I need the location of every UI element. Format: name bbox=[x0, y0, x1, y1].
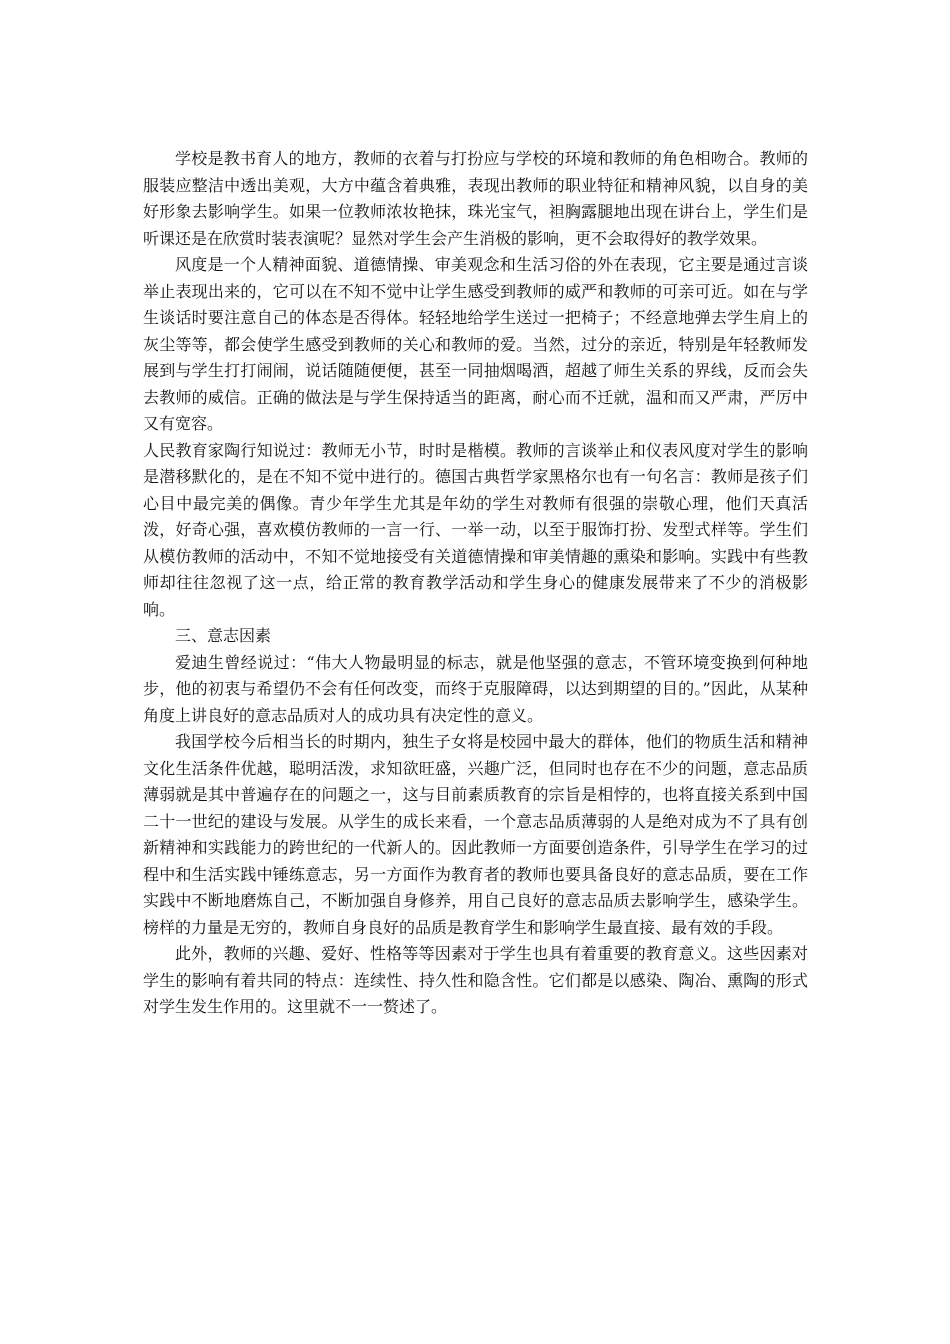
paragraph-role-model: 人民教育家陶行知说过：教师无小节，时时是楷模。教师的言谈举止和仪表风度对学生的影响是潜移默化的，是在不知不觉中进行的。德国古典哲学家黑格尔也有一句名言：教师是孩子们心目中最完美的偶像。青少年学生尤其是年幼的学生对教师有很强的崇敬心理，他们天真活泼，好奇心强，喜欢模仿教师的一言一行、一举一动，以至于服饰打扮、发型式样等。学生们从模仿教师的活动中，不知不觉地接受有关道德情操和审美情趣的熏染和影响。实践中有些教师却往往忽视了这一点，给正常的教育教学活动和学生身心的健康发展带来了不少的消极影响。 bbox=[143, 440, 808, 619]
paragraph-edison-quote: 爱迪生曾经说过：“伟大人物最明显的标志，就是他坚强的意志，不管环境变换到何种地步，他的初衷与希望仍不会有任何改变，而终于克服障碍，以达到期望的目的。”因此，从某种角度上讲良好的意志品质对人的成功具有决定性的意义。 bbox=[143, 652, 808, 725]
paragraph-demeanor: 风度是一个人精神面貌、道德情操、审美观念和生活习俗的外在表现，它主要是通过言谈举止表现出来的，它可以在不知不觉中让学生感受到教师的威严和教师的可亲可近。如在与学生谈话时要注意自己的体态是否得体。轻轻地给学生送过一把椅子；不经意地弹去学生肩上的灰尘等等，都会使学生感受到教师的关心和教师的爱。当然，过分的亲近，特别是年轻教师发展到与学生打打闹闹，说话随随便便，甚至一同抽烟喝酒，超越了师生关系的界线，反而会失去教师的威信。正确的做法是与学生保持适当的距离，耐心而不迁就，温和而又严肃，严厉中又有宽容。 bbox=[143, 255, 808, 433]
document-body bbox=[143, 146, 808, 1021]
paragraph-only-children: 我国学校今后相当长的时期内，独生子女将是校园中最大的群体，他们的物质生活和精神文化生活条件优越，聪明活泼，求知欲旺盛，兴趣广泛，但同时也存在不少的问题，意志品质薄弱就是其中普遍存在的问题之一，这与目前素质教育的宗旨是相悖的，也将直接关系到中国二十一世纪的建设与发展。从学生的成长来看，一个意志品质薄弱的人是绝对成为不了具有创新精神和实践能力的跨世纪的一代新人的。因此教师一方面要创造条件，引导学生在学习的过程中和生活实践中锤练意志，另一方面作为教育者的教师也要具备良好的意志品质，要在工作实践中不断地磨炼自己，不断加强自身修养，用自己良好的意志品质去影响学生，感染学生。榜样的力量是无穷的，教师自身良好的品质是教育学生和影响学生最直接、最有效的手段。 bbox=[143, 732, 808, 937]
paragraph-other-factors: 此外，教师的兴趣、爱好、性格等等因素对于学生也具有着重要的教育意义。这些因素对学生的影响有着共同的特点：连续性、持久性和隐含性。它们都是以感染、陶冶、熏陶的形式对学生发生作用的。这里就不一一赘述了。 bbox=[143, 944, 808, 1016]
section-heading-willpower: 三、意志因素 bbox=[175, 626, 272, 645]
paragraph-teacher-attire: 学校是教书育人的地方，教师的衣着与打扮应与学校的环境和教师的角色相吻合。教师的服装应整洁中透出美观，大方中蕴含着典雅，表现出教师的职业特征和精神风貌，以自身的美好形象去影响学生。如果一位教师浓妆艳抹，珠光宝气，袒胸露腿地出现在讲台上，学生们是听课还是在欣赏时装表演呢？显然对学生会产生消极的影响，更不会取得好的教学效果。 bbox=[143, 149, 808, 248]
